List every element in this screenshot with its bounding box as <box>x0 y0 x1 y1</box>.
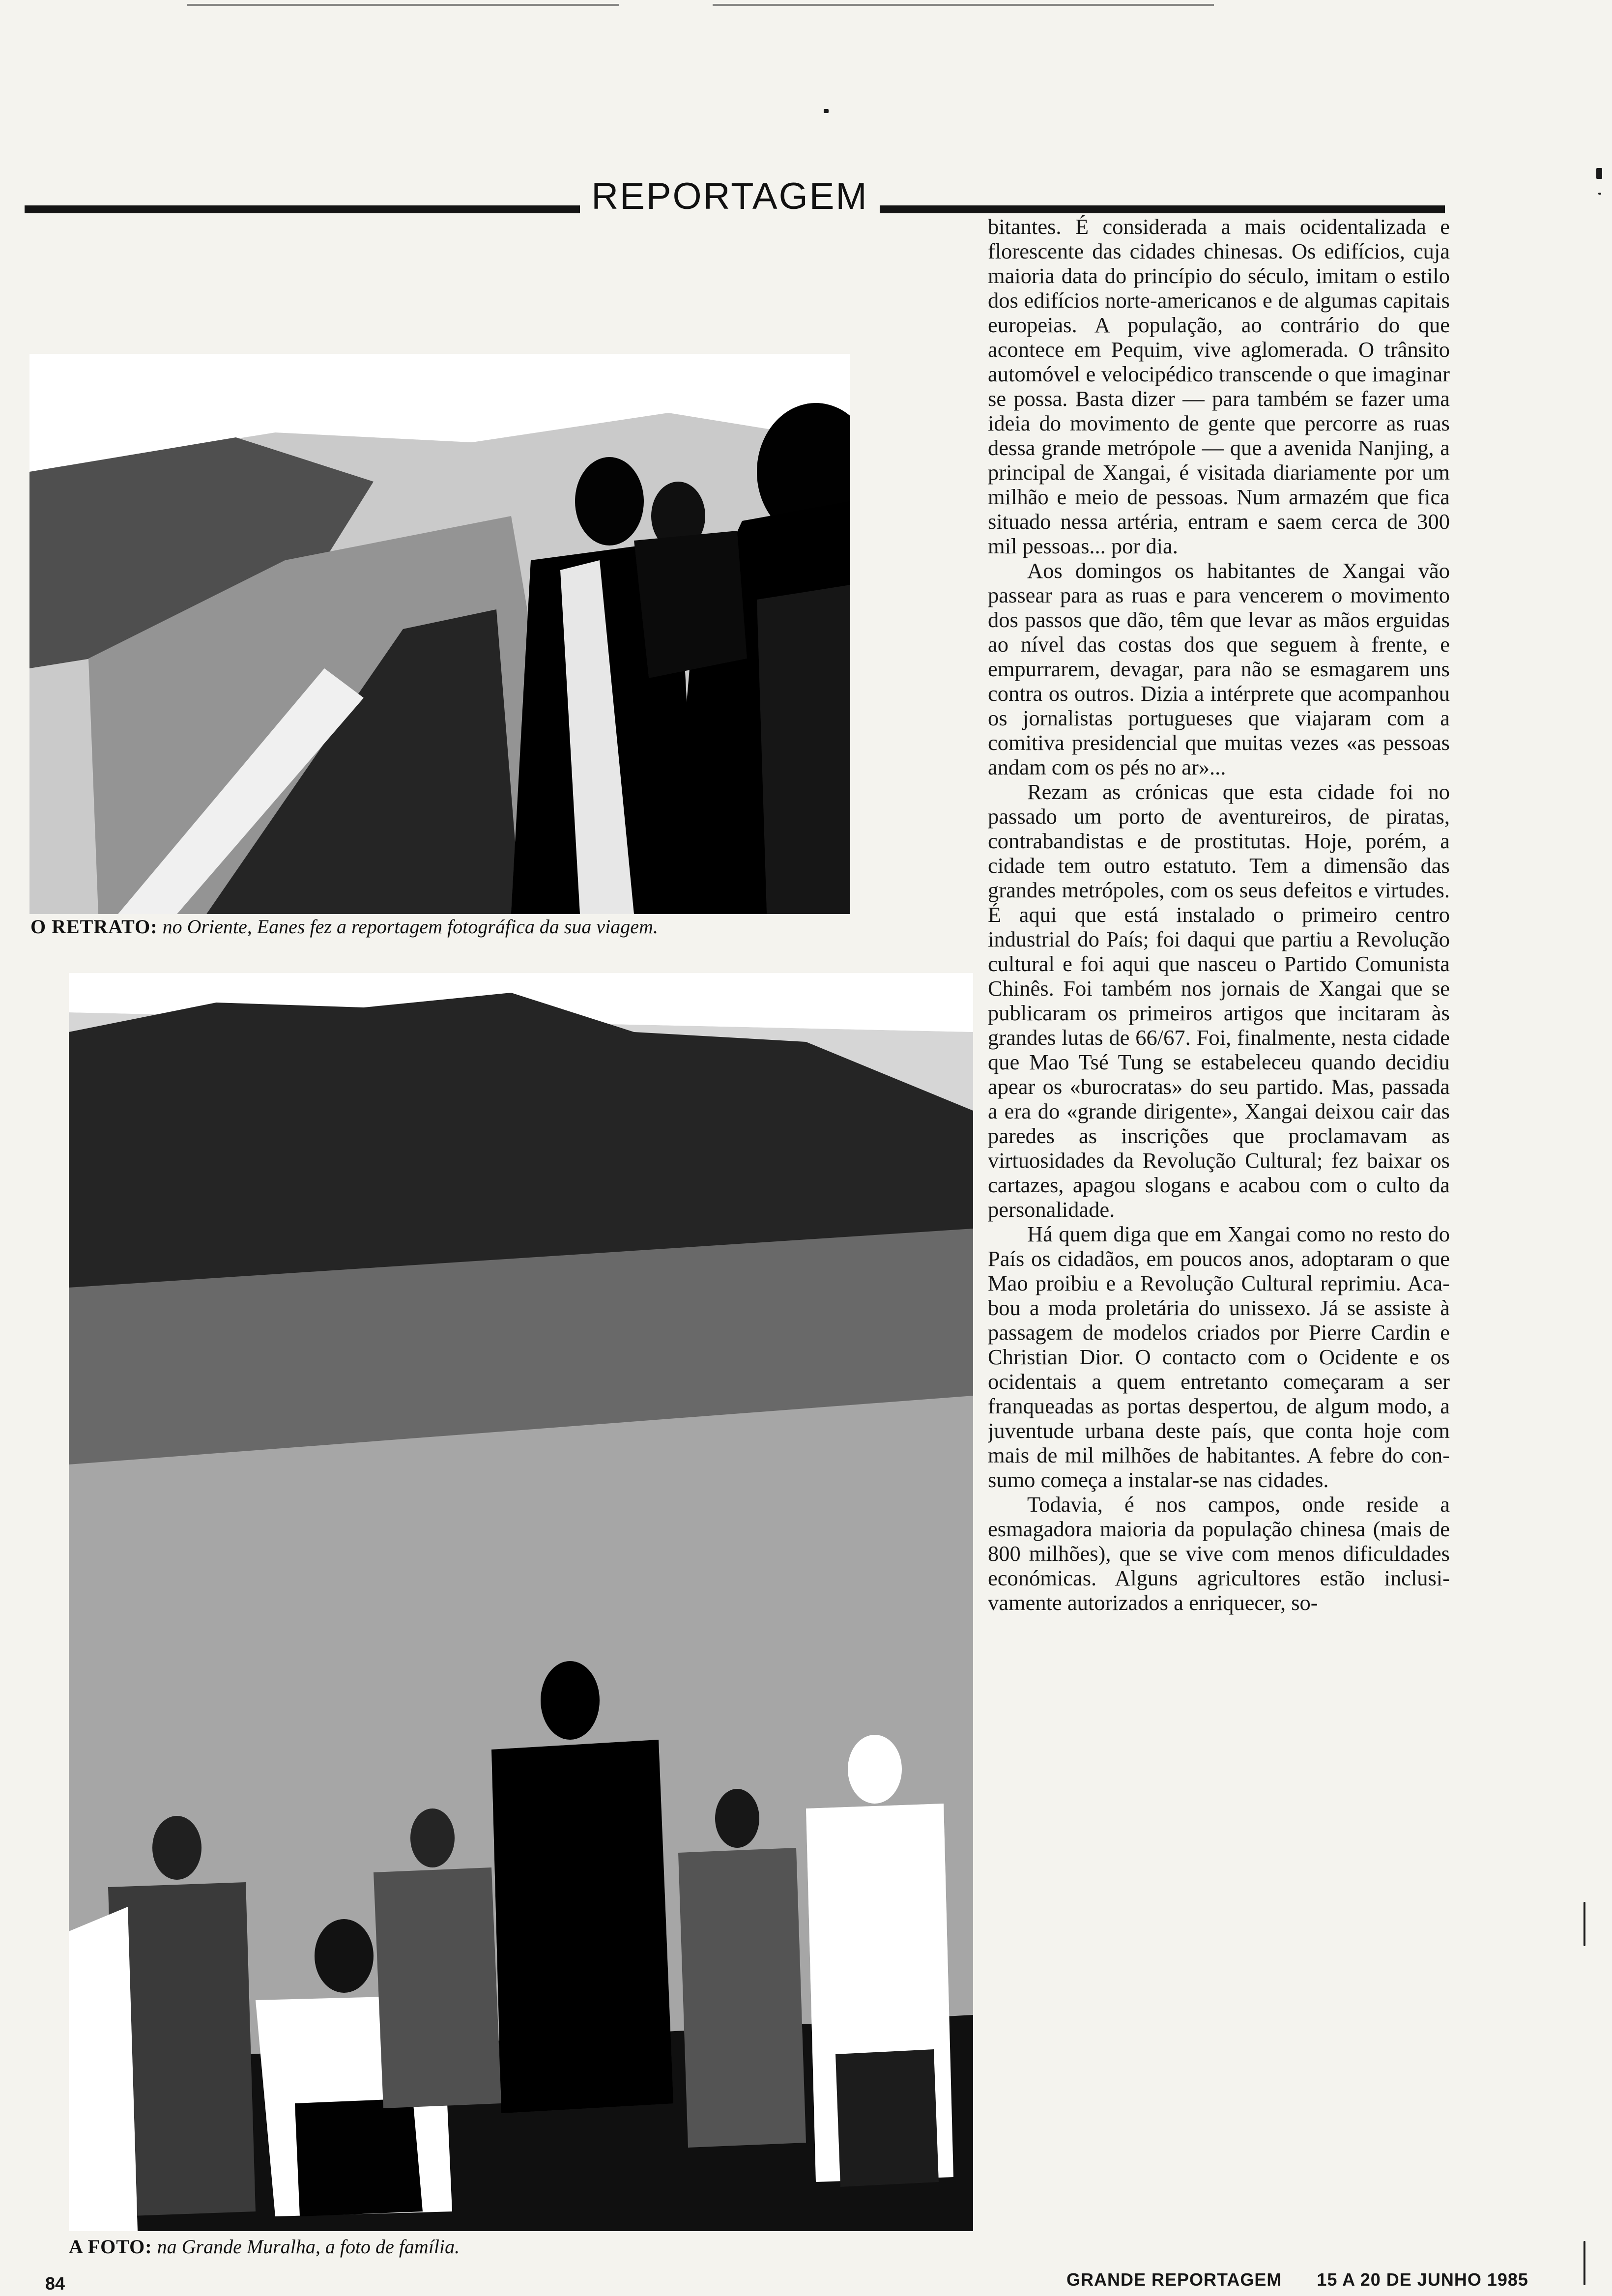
header-rule-left <box>25 205 580 213</box>
page-number: 84 <box>45 2273 65 2294</box>
scan-speck <box>1596 168 1602 179</box>
caption-text: na Grande Muralha, a foto de família. <box>157 2236 460 2258</box>
scan-speck <box>1583 2241 1585 2285</box>
footer-date: 15 A 20 DE JUNHO 1985 <box>1317 2269 1528 2290</box>
article-paragraph: Há quem diga que em Xangai como no resto do País os cidadãos, em poucos anos, adoptaram o que Mao proibiu e a Revolução Cultural reprimiu. Acabou a moda proletária do unissexo. Já se assiste à passagem de modelos criados por Pierre Cardin e Christian Dior. O contacto com o Ocidente e os ocidentais a quem entretanto começaram a ser franqueadas as portas despertou, de algum modo, a juventude urbana deste país, que conta hoje com mais de mil milhões de habitantes. A febre do consumo começa a instalar-se nas cidades. <box>988 1222 1450 1492</box>
article-paragraph: Aos domingos os habitantes de Xangai vão passear para as ruas e para vencerem o movimento dos passos que dão, têm que levar as mãos erguidas ao nível das costas dos que seguem à frente, e empurrarem, devagar, para não se esmagarem uns contra os outros. Dizia a intérprete que acompanhou os jornalistas portugueses que viajaram com a comitiva presidencial que muitas vezes «as pessoas andam com os pés no ar»... <box>988 558 1450 779</box>
caption-portrait <box>30 915 866 939</box>
scan-speck <box>1598 193 1601 195</box>
photo-portrait <box>29 354 850 914</box>
article-paragraph: Rezam as crónicas que esta cidade foi no passado um porto de aventureiros, de piratas, contrabandistas e de prostitutas. Hoje, porém, a cidade tem outro estatuto. Tem a dimensão das grandes metrópoles, com os seus defeitos e virtudes. É aqui que está instalado o primeiro centro industrial do País; foi daqui que partiu a Revolução cultural e foi aqui que nasceu o Partido Comunista Chinês. Foi também nos jornais de Xangai que se publicaram os primeiros artigos que incitaram às grandes lutas de 66/67. Foi, finalmente, nesta cidade que Mao Tsé Tung se estabeleceu quando decidiu apear os «burocratas» do seu partido. Mas, passada a era do «grande dirigente», Xangai deixou cair das paredes as inscrições que proclamavam as virtuosidades da Revolução Cultural; fez baixar os cartazes, apagou slogans e acabou com o culto da personalidade. <box>988 779 1450 1222</box>
article-column <box>988 214 1450 2229</box>
scan-speck <box>1583 1902 1585 1946</box>
scan-speck <box>824 109 829 113</box>
photo-great-wall <box>69 973 973 2231</box>
caption-great-wall <box>69 2235 806 2259</box>
photo-great-wall-image <box>69 973 973 2231</box>
scan-edge-line <box>187 4 619 6</box>
footer-publication: GRANDE REPORTAGEM <box>1066 2269 1282 2290</box>
caption-text: no Oriente, Eanes fez a reportagem fotográfica da sua viagem. <box>162 916 658 938</box>
photo-portrait-image <box>29 354 850 914</box>
caption-lead: O RETRATO: <box>30 916 158 938</box>
scan-edge-line <box>713 4 1214 6</box>
article-paragraph: bitantes. É considerada a mais ocidentalizada e florescente das cidades chinesas. Os edifícios, cuja maioria data do princípio do século, imitam o estilo dos edifícios norte-americanos e de algumas capitais europeias. A população, ao contrário do que acontece em Pequim, vive aglomerada. O trânsito automóvel e velocipédico transcende o que imaginar se possa. Basta dizer — para também se fazer uma ideia do movimento de gente que percorre as ruas dessa grande metrópole — que a avenida Nanjing, a principal de Xangai, é visitada diariamente por um milhão e meio de pessoas. Num armazém que fica situado nessa artéria, entram e saem cerca de 300 mil pessoas... por dia. <box>988 214 1450 558</box>
caption-lead: A FOTO: <box>69 2236 152 2258</box>
header-rule-right <box>880 205 1445 213</box>
page-footer <box>1066 2269 1528 2290</box>
article-paragraph: Todavia, é nos campos, onde reside a esmagadora maioria da população chinesa (mais de 800 milhões), que se vive com menos dificuldades económicas. Alguns agricultores estão inclusivamente autorizados a enriquecer, so- <box>988 1492 1450 1615</box>
section-header: REPORTAGEM <box>591 175 868 217</box>
